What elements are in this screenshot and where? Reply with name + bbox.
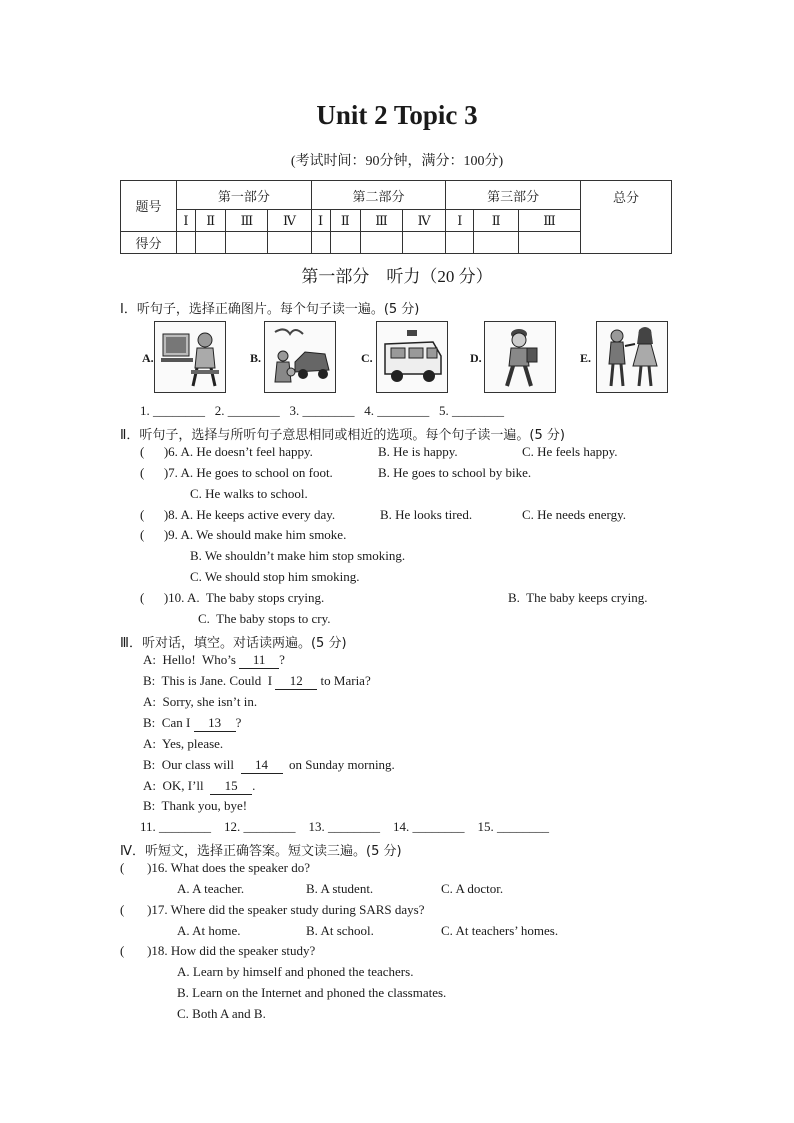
pic-label-d: D. — [470, 351, 482, 365]
question-18: ( )18. How did the speaker study? — [120, 943, 316, 958]
section-1-answers[interactable]: 1. ________ 2. ________ 3. ________ 4. ________ 5. ________ — [140, 403, 504, 418]
question-6-option-b: B. He is happy. — [378, 444, 458, 459]
question-17-option-a: A. At home. — [177, 923, 241, 938]
question-7-option-c: C. He walks to school. — [190, 486, 308, 501]
score-cell[interactable] — [402, 231, 445, 253]
blank-12[interactable]: 12 — [275, 673, 317, 690]
dialog-line-8: B: Thank you, bye! — [143, 798, 248, 813]
col-header: Ⅱ — [474, 210, 519, 231]
question-10: ( )10. A. The baby stops crying. — [140, 590, 325, 605]
question-16-option-b: B. A student. — [306, 881, 374, 896]
cell-part2: 第二部分 — [311, 181, 446, 210]
blank-11[interactable]: 11 — [239, 652, 279, 669]
score-cell[interactable] — [446, 231, 474, 253]
section-3-answers[interactable]: 11. ________ 12. ________ 13. ________ 14. ________ 15. ________ — [140, 819, 550, 834]
question-16: ( )16. What does the speaker do? — [120, 860, 311, 875]
question-18-option-a: A. Learn by himself and phoned the teachers. — [177, 964, 414, 979]
score-cell[interactable] — [268, 231, 311, 253]
blank-14[interactable]: 14 — [241, 757, 283, 774]
dialog-line-4: B: Can I 13 ? — [143, 715, 242, 730]
page-title: Unit 2 Topic 3 — [316, 100, 478, 130]
question-9-option-b: B. We shouldn’t make him stop smoking. — [190, 548, 406, 563]
section-2-heading: Ⅱ．听句子，选择与所听句子意思相同或相近的选项。每个句子读一遍。(5 分) — [120, 428, 565, 443]
cell-defen: 得分 — [121, 231, 177, 253]
question-9-option-c: C. We should stop him smoking. — [190, 569, 360, 584]
question-18-option-b: B. Learn on the Internet and phoned the classmates. — [177, 985, 447, 1000]
question-16-option-c: C. A doctor. — [441, 881, 504, 896]
dialog-line-2: B: This is Jane. Could I 12 to Maria? — [143, 673, 371, 688]
score-cell[interactable] — [311, 231, 330, 253]
picture-c-ambulance — [376, 321, 448, 393]
blank-13[interactable]: 13 — [194, 715, 236, 732]
col-header: Ⅲ — [226, 210, 268, 231]
col-header: Ⅳ — [402, 210, 445, 231]
dialog-line-1: A: Hello! Who’s 11 ? — [143, 652, 285, 667]
score-cell[interactable] — [519, 231, 581, 253]
picture-b-car-accident — [264, 321, 336, 393]
col-header: Ⅰ — [446, 210, 474, 231]
score-cell[interactable] — [195, 231, 225, 253]
cell-tihao: 题号 — [121, 181, 177, 232]
question-17-option-c: C. At teachers’ homes. — [441, 923, 559, 938]
picture-a-computer-user — [154, 321, 226, 393]
dialog-line-5: A: Yes, please. — [143, 736, 224, 751]
dialog-line-7: A: OK, I’ll 15 . — [143, 778, 256, 793]
col-header: Ⅲ — [361, 210, 403, 231]
part-title: 第一部分 听力（20 分） — [301, 267, 493, 286]
pic-label-c: C. — [361, 351, 373, 365]
question-8: ( )8. A. He keeps active every day. — [140, 507, 336, 522]
pic-label-b: B. — [250, 351, 262, 365]
question-17-option-b: B. At school. — [306, 923, 374, 938]
section-3-heading: Ⅲ．听对话，填空。对话读两遍。(5 分) — [120, 636, 347, 651]
dialog-line-6: B: Our class will 14 on Sunday morning. — [143, 757, 395, 772]
col-header: Ⅲ — [519, 210, 581, 231]
score-cell[interactable] — [330, 231, 360, 253]
question-10-option-b: B. The baby keeps crying. — [508, 590, 648, 605]
col-header: Ⅰ — [311, 210, 330, 231]
blank-15[interactable]: 15 — [210, 778, 252, 795]
cell-total: 总分 — [581, 181, 672, 254]
score-cell[interactable] — [226, 231, 268, 253]
question-9: ( )9. A. We should make him smoke. — [140, 527, 347, 542]
pic-label-a: A. — [142, 351, 154, 365]
dialog-line-3: A: Sorry, she isn’t in. — [143, 694, 258, 709]
col-header: Ⅳ — [268, 210, 311, 231]
score-cell[interactable] — [361, 231, 403, 253]
question-17: ( )17. Where did the speaker study during SARS days? — [120, 902, 425, 917]
picture-e-interview — [596, 321, 668, 393]
question-10-option-c: C. The baby stops to cry. — [198, 611, 331, 626]
cell-part3: 第三部分 — [446, 181, 581, 210]
picture-d-student-walking — [484, 321, 556, 393]
cell-part1: 第一部分 — [177, 181, 312, 210]
pic-label-e: E. — [580, 351, 592, 365]
question-7: ( )7. A. He goes to school on foot. — [140, 465, 333, 480]
section-4-heading: Ⅳ．听短文，选择正确答案。短文读三遍。(5 分) — [120, 844, 402, 859]
question-6-option-c: C. He feels happy. — [522, 444, 618, 459]
score-table — [120, 180, 672, 254]
col-header: Ⅱ — [330, 210, 360, 231]
question-7-option-b: B. He goes to school by bike. — [378, 465, 532, 480]
question-18-option-c: C. Both A and B. — [177, 1006, 266, 1021]
col-header: Ⅰ — [177, 210, 196, 231]
question-8-option-b: B. He looks tired. — [380, 507, 473, 522]
score-cell[interactable] — [177, 231, 196, 253]
exam-info: (考试时间：90分钟，满分：100分) — [290, 154, 504, 169]
question-8-option-c: C. He needs energy. — [522, 507, 626, 522]
score-cell[interactable] — [474, 231, 519, 253]
question-16-option-a: A. A teacher. — [177, 881, 245, 896]
section-1-heading: Ⅰ．听句子，选择正确图片。每个句子读一遍。(5 分) — [120, 302, 420, 317]
col-header: Ⅱ — [195, 210, 225, 231]
question-6: ( )6. A. He doesn’t feel happy. — [140, 444, 313, 459]
